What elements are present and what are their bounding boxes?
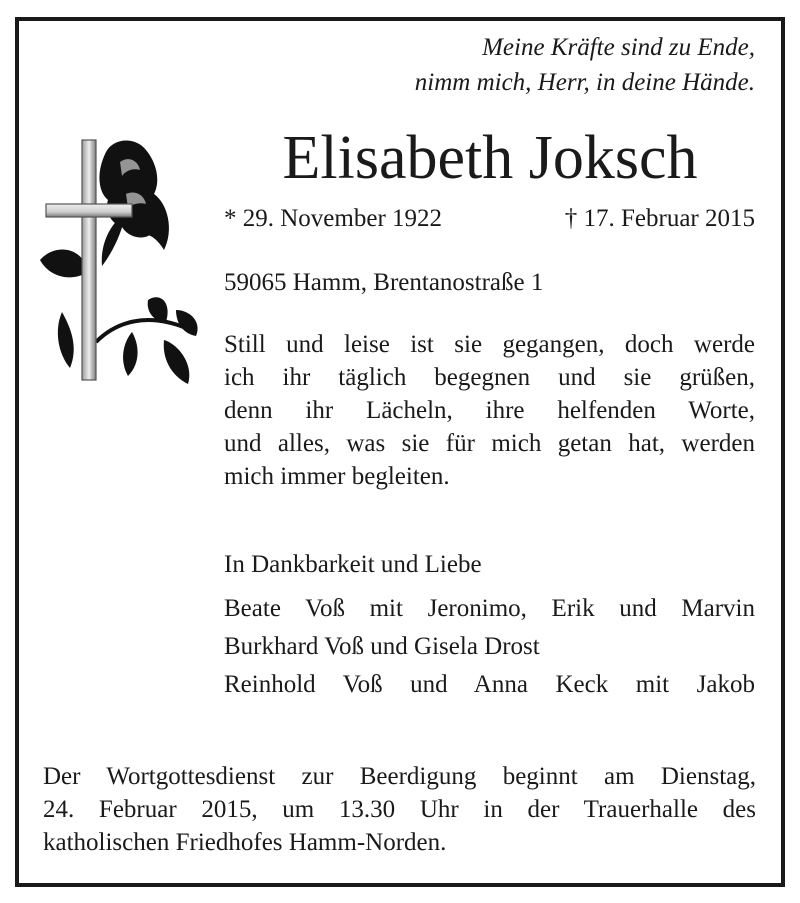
mourner-entry: Burkhard Voß und Gisela Drost <box>224 633 540 660</box>
deceased-name: Elisabeth Joksch <box>282 124 698 192</box>
memorial-line: Still und leise ist sie gegangen, doch werde <box>224 331 755 358</box>
funeral-info <box>43 760 756 859</box>
memorial-text <box>224 328 755 493</box>
memorial-line: denn ihr Lächeln, ihre helfenden Worte, <box>224 397 755 424</box>
mourner-entry: Reinhold Voß und Anna Keck mit Jakob <box>224 671 755 698</box>
mourner-entry: Beate Voß mit Jeronimo, Erik und Marvin <box>224 595 755 622</box>
funeral-line: katholischen Friedhofes Hamm-Norden. <box>43 829 447 856</box>
motto-line-2: nimm mich, Herr, in deine Hände. <box>414 69 755 96</box>
death-date: † 17. Februar 2015 <box>564 205 755 232</box>
motto-line-1: Meine Kräfte sind zu Ende, <box>482 34 755 61</box>
memorial-line: mich immer begleiten. <box>224 463 450 490</box>
address: 59065 Hamm, Brentanostraße 1 <box>224 269 544 296</box>
birth-date: * 29. November 1922 <box>224 205 443 232</box>
funeral-line: Der Wortgottesdienst zur Beerdigung beginnt am Dienstag, <box>43 763 756 790</box>
gratitude-line: In Dankbarkeit und Liebe <box>224 551 482 578</box>
memorial-line: ich ihr täglich begegnen und sie grüßen, <box>224 364 755 391</box>
mourners-list <box>224 590 755 704</box>
motto-verse <box>415 30 755 100</box>
memorial-line: und alles, was sie für mich getan hat, werden <box>224 430 755 457</box>
funeral-line: 24. Februar 2015, um 13.30 Uhr in der Trauerhalle des <box>43 796 756 823</box>
